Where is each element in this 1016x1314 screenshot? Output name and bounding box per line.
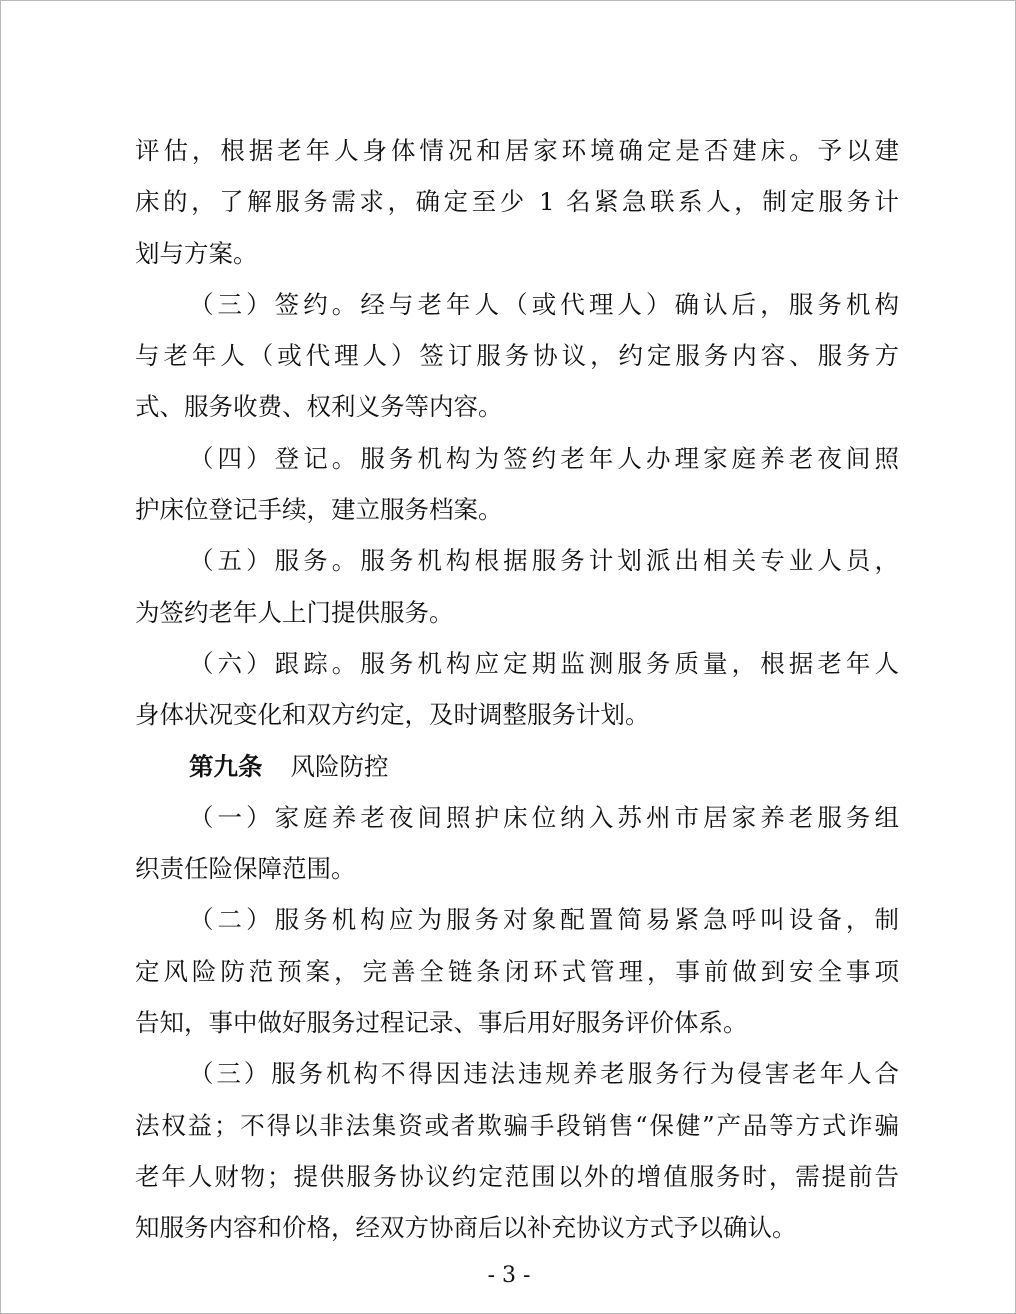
paragraph-signing bbox=[135, 279, 899, 433]
text-line: 护床位登记手续，建立服务档案。 bbox=[135, 495, 503, 525]
text-line: （四）登记。服务机构为签约老年人办理家庭养老夜间照 bbox=[189, 443, 899, 473]
text-line: 式、服务收费、权利义务等内容。 bbox=[135, 392, 503, 422]
text-line: （一）家庭养老夜间照护床位纳入苏州市居家养老服务组 bbox=[189, 802, 899, 832]
text-line: （三）签约。经与老年人（或代理人）确认后，服务机构 bbox=[189, 289, 899, 319]
text-line: 划与方案。 bbox=[135, 238, 258, 268]
text-line: （二）服务机构应为服务对象配置简易紧急呼叫设备，制 bbox=[189, 905, 899, 935]
text-line: （三）服务机构不得因违法违规养老服务行为侵害老年人合 bbox=[189, 1059, 899, 1089]
paragraph-rights bbox=[135, 1048, 899, 1253]
text-line: 知服务内容和价格，经双方协商后以补充协议方式予以确认。 bbox=[135, 1213, 797, 1243]
text-line: 告知，事中做好服务过程记录、事后用好服务评价体系。 bbox=[135, 1008, 748, 1038]
text-line: 法权益；不得以非法集资或者欺骗手段销售“保健”产品等方式诈骗 bbox=[135, 1110, 899, 1140]
article-heading bbox=[135, 741, 899, 792]
text-line: 织责任险保障范围。 bbox=[135, 854, 356, 884]
text-line: 为签约老年人上门提供服务。 bbox=[135, 597, 454, 627]
paragraph-emergency bbox=[135, 894, 899, 1048]
text-line: 评估，根据老年人身体情况和居家环境确定是否建床。予以建 bbox=[135, 136, 899, 165]
paragraph-insurance bbox=[135, 792, 899, 895]
text-line: （五）服务。服务机构根据服务计划派出相关专业人员， bbox=[189, 546, 899, 576]
text-line: 床的，了解服务需求，确定至少 1 名紧急联系人，制定服务计 bbox=[135, 187, 899, 217]
article-heading-line bbox=[135, 741, 899, 792]
text-line: 与老年人（或代理人）签订服务协议，约定服务内容、服务方 bbox=[135, 341, 899, 371]
text-line: 定风险防范预案，完善全链条闭环式管理，事前做到安全事项 bbox=[135, 956, 899, 986]
text-line: （六）跟踪。服务机构应定期监测服务质量，根据老年人 bbox=[189, 648, 899, 678]
article-title: 风险防控 bbox=[290, 751, 389, 781]
paragraph-registration bbox=[135, 433, 899, 536]
document-body bbox=[135, 125, 899, 1254]
text-line: 身体状况变化和双方约定，及时调整服务计划。 bbox=[135, 700, 650, 730]
text-line: 老年人财物；提供服务协议约定范围以外的增值服务时，需提前告 bbox=[135, 1161, 899, 1191]
page-number: - 3 - bbox=[487, 1263, 531, 1288]
paragraph-tracking bbox=[135, 638, 899, 741]
article-label: 第九条 bbox=[189, 751, 263, 781]
paragraph-continuation bbox=[135, 125, 899, 279]
paragraph-service bbox=[135, 535, 899, 638]
